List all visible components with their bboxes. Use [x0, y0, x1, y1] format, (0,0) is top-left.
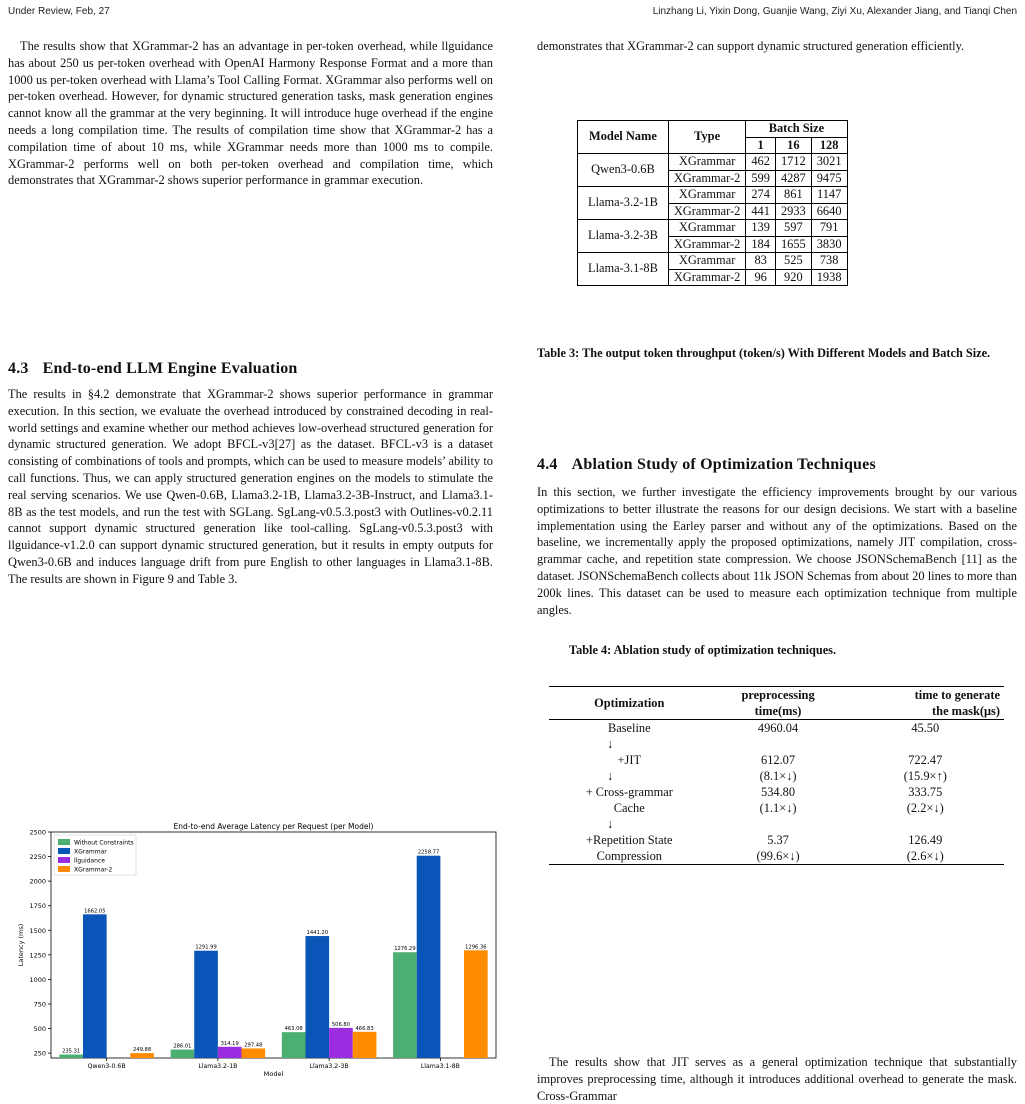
latency-bar-chart	[6, 820, 506, 1090]
running-header-left: Under Review, Feb, 27	[8, 6, 110, 17]
table-cell-value: 184	[746, 236, 776, 253]
paragraph-ablation: In this section, we further investigate the efficiency improvements brought by our various optimizations to better illustrate the reasons for our design decisions. We start with a baseline implementation using the Earley parser and without any of the optimizations. Based on the baseline, we incrementally apply the proposed optimizations, namely JIT compilation, cross-grammar cache, and repetition state compression. We choose JSONSchemaBench [11] as the dataset. JSONSchemaBench collects about 11k JSON Schemas from about 20 lines to more than 200k lines. This dataset can be used to measure each optimization technique from multiple angles.	[537, 485, 1017, 617]
table-cell-value: (99.6×↓)	[756, 849, 800, 863]
data-label: 297.48	[244, 1042, 263, 1049]
bar	[464, 950, 488, 1058]
table-row	[549, 784, 1004, 800]
table-row	[578, 220, 848, 237]
table-cell-model: Llama-3.2-1B	[578, 187, 669, 220]
x-tick-label: Qwen3-0.6B	[87, 1063, 126, 1070]
table-header-batch: 128	[811, 137, 847, 154]
table-cell-type: XGrammar-2	[668, 170, 746, 187]
legend-label: XGrammar-2	[74, 866, 113, 874]
bar	[194, 951, 218, 1058]
y-tick-label: 500	[33, 1025, 46, 1034]
y-tick-label: 1500	[29, 926, 46, 935]
table-cell-value: 5.37	[767, 833, 789, 847]
data-label: 466.83	[355, 1025, 374, 1032]
table-cell-value	[847, 736, 1004, 752]
table-row	[549, 720, 1004, 737]
table-cell-value: 45.50	[911, 721, 940, 735]
table-cell-optimization: ↓	[607, 737, 614, 751]
y-tick-label: 1750	[29, 902, 46, 911]
table-row	[549, 816, 1004, 832]
table-cell-value: 738	[811, 253, 847, 270]
table-cell-value: 4287	[775, 170, 811, 187]
data-label: 235.31	[62, 1048, 81, 1055]
table-header-batch-size: Batch Size	[746, 121, 847, 138]
table-header-batch: 1	[746, 137, 776, 154]
bar	[305, 936, 329, 1058]
bar	[171, 1050, 195, 1058]
y-axis-label: Latency (ms)	[17, 923, 25, 967]
legend-label: XGrammar	[74, 848, 107, 856]
data-label: 1296.36	[465, 944, 487, 951]
table-row	[549, 736, 1004, 752]
y-tick-label: 2500	[29, 828, 46, 837]
table-row	[549, 768, 1004, 784]
bar	[218, 1047, 242, 1058]
table-cell-value: 274	[746, 187, 776, 204]
table-row	[578, 253, 848, 270]
table-header-batch: 16	[775, 137, 811, 154]
table-cell-value: 4960.04	[757, 721, 799, 735]
legend-label: Without Constraints	[74, 839, 134, 847]
section-title: End-to-end LLM Engine Evaluation	[42, 360, 298, 377]
table-cell-optimization: Compression	[596, 849, 662, 863]
section-number: 4.3	[8, 360, 29, 377]
data-label: 286.01	[173, 1043, 192, 1050]
table-cell-type: XGrammar-2	[668, 236, 746, 253]
bar	[130, 1053, 154, 1058]
data-label: 1276.29	[394, 946, 416, 953]
section-title: Ablation Study of Optimization Techniques	[571, 456, 876, 473]
table-header-mask-time: time to generate	[914, 688, 1000, 702]
table-4-caption: Table 4: Ablation study of optimization techniques.	[569, 643, 837, 657]
table-3-throughput	[577, 120, 848, 286]
legend-swatch	[58, 866, 70, 872]
data-label: 1441.20	[306, 930, 329, 937]
table-cell-value: 441	[746, 203, 776, 220]
table-cell-model: Llama-3.2-3B	[578, 220, 669, 253]
table-cell-value: 1938	[811, 269, 847, 286]
data-label: 314.19	[220, 1040, 239, 1047]
bar	[242, 1048, 266, 1058]
legend-swatch	[58, 839, 70, 845]
table-cell-type: XGrammar-2	[668, 203, 746, 220]
table-cell-optimization: Cache	[613, 801, 645, 815]
table-cell-value: 920	[775, 269, 811, 286]
bar	[353, 1032, 377, 1058]
chart-title: End-to-end Average Latency per Request (per Model)	[173, 822, 374, 831]
table-cell-optimization: Baseline	[607, 721, 651, 735]
table-cell-value: 1655	[775, 236, 811, 253]
y-tick-label: 1250	[29, 951, 46, 960]
table-row	[578, 187, 848, 204]
legend-label: llguidance	[74, 857, 105, 865]
table-cell-value: 525	[775, 253, 811, 270]
table-cell-model: Llama-3.1-8B	[578, 253, 669, 286]
table-cell-type: XGrammar-2	[668, 269, 746, 286]
data-label: 2258.77	[417, 849, 440, 856]
table-cell-value: 791	[811, 220, 847, 237]
bar	[329, 1028, 353, 1058]
table-cell-value: 3021	[811, 154, 847, 171]
table-cell-type: XGrammar	[668, 187, 746, 204]
y-tick-label: 750	[33, 1000, 46, 1009]
table-cell-value: (1.1×↓)	[759, 801, 797, 815]
table-cell-value: (2.6×↓)	[906, 849, 944, 863]
table-cell-value: 6640	[811, 203, 847, 220]
table-cell-model: Qwen3-0.6B	[578, 154, 669, 187]
paragraph-results-ablation: The results show that JIT serves as a general optimization technique that substantially improves preprocessing time, although it introduces additional overhead to generate the mask. Cross-Grammar	[537, 1055, 1017, 1103]
data-label: 463.08	[284, 1026, 303, 1033]
data-label: 249.88	[133, 1047, 152, 1054]
table-cell-value: 599	[746, 170, 776, 187]
table-cell-type: XGrammar	[668, 220, 746, 237]
table-cell-value: 139	[746, 220, 776, 237]
table-row	[578, 154, 848, 171]
table-header-optimization: Optimization	[594, 696, 665, 710]
x-tick-label: Llama3.1-8B	[420, 1063, 460, 1070]
section-number: 4.4	[537, 456, 558, 473]
table-cell-value: 462	[746, 154, 776, 171]
y-tick-label: 1000	[29, 975, 46, 984]
table-cell-value: 534.80	[761, 785, 796, 799]
table-cell-value: 612.07	[761, 753, 796, 767]
x-tick-label: Llama3.2-3B	[309, 1063, 349, 1070]
bar	[417, 856, 441, 1058]
table-header-model: Model Name	[578, 121, 669, 154]
table-cell-value: 126.49	[908, 833, 943, 847]
data-label: 506.80	[331, 1021, 351, 1028]
table-cell-optimization: ↓	[607, 817, 614, 831]
table-cell-type: XGrammar	[668, 253, 746, 270]
data-label: 1291.99	[195, 944, 217, 951]
table-cell-value: (2.2×↓)	[906, 801, 944, 815]
table-cell-optimization: +Repetition State	[586, 833, 673, 847]
x-axis-label: Model	[263, 1070, 284, 1078]
table-cell-value: 1147	[811, 187, 847, 204]
table-row	[549, 848, 1004, 865]
y-tick-label: 2000	[29, 877, 46, 886]
table-cell-value: 3830	[811, 236, 847, 253]
table-cell-value: 83	[746, 253, 776, 270]
x-tick-label: Llama3.2-1B	[198, 1063, 238, 1070]
table-cell-value: 96	[746, 269, 776, 286]
table-3-caption: Table 3: The output token throughput (token/s) With Different Models and Batch Size.	[537, 346, 991, 360]
section-heading-4-3	[8, 360, 298, 378]
table-header-type: Type	[668, 121, 746, 154]
table-cell-value	[847, 816, 1004, 832]
bar	[83, 914, 107, 1058]
y-tick-label: 2250	[29, 853, 46, 862]
legend-swatch	[58, 848, 70, 854]
table-cell-type: XGrammar	[668, 154, 746, 171]
table-cell-value: (15.9×↑)	[903, 769, 947, 783]
data-label: 1662.05	[84, 908, 106, 915]
y-tick-label: 250	[33, 1049, 46, 1058]
table-header-mask-unit: the mask(μs)	[932, 704, 1000, 718]
table-cell-value: 597	[775, 220, 811, 237]
table-cell-value: 1712	[775, 154, 811, 171]
table-cell-optimization: +JIT	[617, 753, 642, 767]
table-cell-value: 333.75	[908, 785, 943, 799]
table-cell-value: 861	[775, 187, 811, 204]
running-header-authors: Linzhang Li, Yixin Dong, Guanjie Wang, Ziyi Xu, Alexander Jiang, and Tianqi Chen	[652, 6, 1017, 17]
table-row	[549, 752, 1004, 768]
table-cell-optimization: + Cross-grammar	[585, 785, 673, 799]
paragraph-e2e: The results in §4.2 demonstrate that XGrammar-2 shows superior performance in grammar execution. In this section, we evaluate the overhead introduced by constrained decoding in real-world settings and examine whether our method achieves low-overhead structured generation for dynamic structured generation. We adopt BFCL-v3[27] as the dataset. BFCL-v3 is a dataset consisting of combinations of tools and prompts, which can be used to measure models’ ability to call functions. Thus, we can apply structured generation engines on the models to stimulate the real serving scenarios. We use Qwen-0.6B, Llama3.2-1B, Llama3.2-3B-Instruct, and Llama3.1-8B as the test models, and run the test with SGLang. SgLang-v0.5.3.post3 with Outlines-v0.2.11 cannot support dynamic structured generation like tool-calling. SgLang-v0.5.3.post3 with llguidance-v1.2.0 can support dynamic structured generation, but it results in empty outputs for Qwen3-0.6B and induces language drift from pure English to other languages in Llama3.1-8B. The results are shown in Figure 9 and Table 3.	[8, 387, 493, 586]
table-row	[549, 800, 1004, 816]
table-cell-value: (8.1×↓)	[759, 769, 797, 783]
table-header-preprocessing-unit: time(ms)	[754, 704, 802, 718]
bar	[393, 952, 417, 1058]
legend-swatch	[58, 857, 70, 863]
table-cell-value	[710, 736, 847, 752]
bar	[282, 1032, 306, 1058]
table-cell-value: 722.47	[908, 753, 943, 767]
paragraph-results: The results show that XGrammar-2 has an advantage in per-token overhead, while llguidance has about 250 us per-token overhead with OpenAI Harmony Response Format and a more than 1000 us per-token overhead with Llama’s Tool Calling Format. XGrammar also performs well on per-token overhead. However, for dynamic structured generation tasks, mask generation engines cannot know all the grammar at the very beginning. It will introduce huge overhead if the engine needs a long compilation time. The results of compilation time show that XGrammar-2 has a compilation time of about 10 ms, while XGrammar needs more than 1000 ms to compile. XGrammar-2 performs well on both per-token overhead and compilation time, which demonstrates that XGrammar-2 shows superior performance in grammar execution.	[8, 39, 493, 188]
table-4-ablation	[549, 686, 1004, 865]
table-cell-value: 2933	[775, 203, 811, 220]
paragraph-continuation: demonstrates that XGrammar-2 can support dynamic structured generation efficiently.	[537, 39, 965, 53]
table-cell-value: 9475	[811, 170, 847, 187]
section-heading-4-4	[537, 456, 876, 474]
table-cell-optimization: ↓	[607, 769, 614, 783]
bar	[59, 1055, 83, 1058]
table-cell-value	[710, 816, 847, 832]
table-row	[549, 832, 1004, 848]
table-header-preprocessing: preprocessing	[741, 688, 815, 702]
